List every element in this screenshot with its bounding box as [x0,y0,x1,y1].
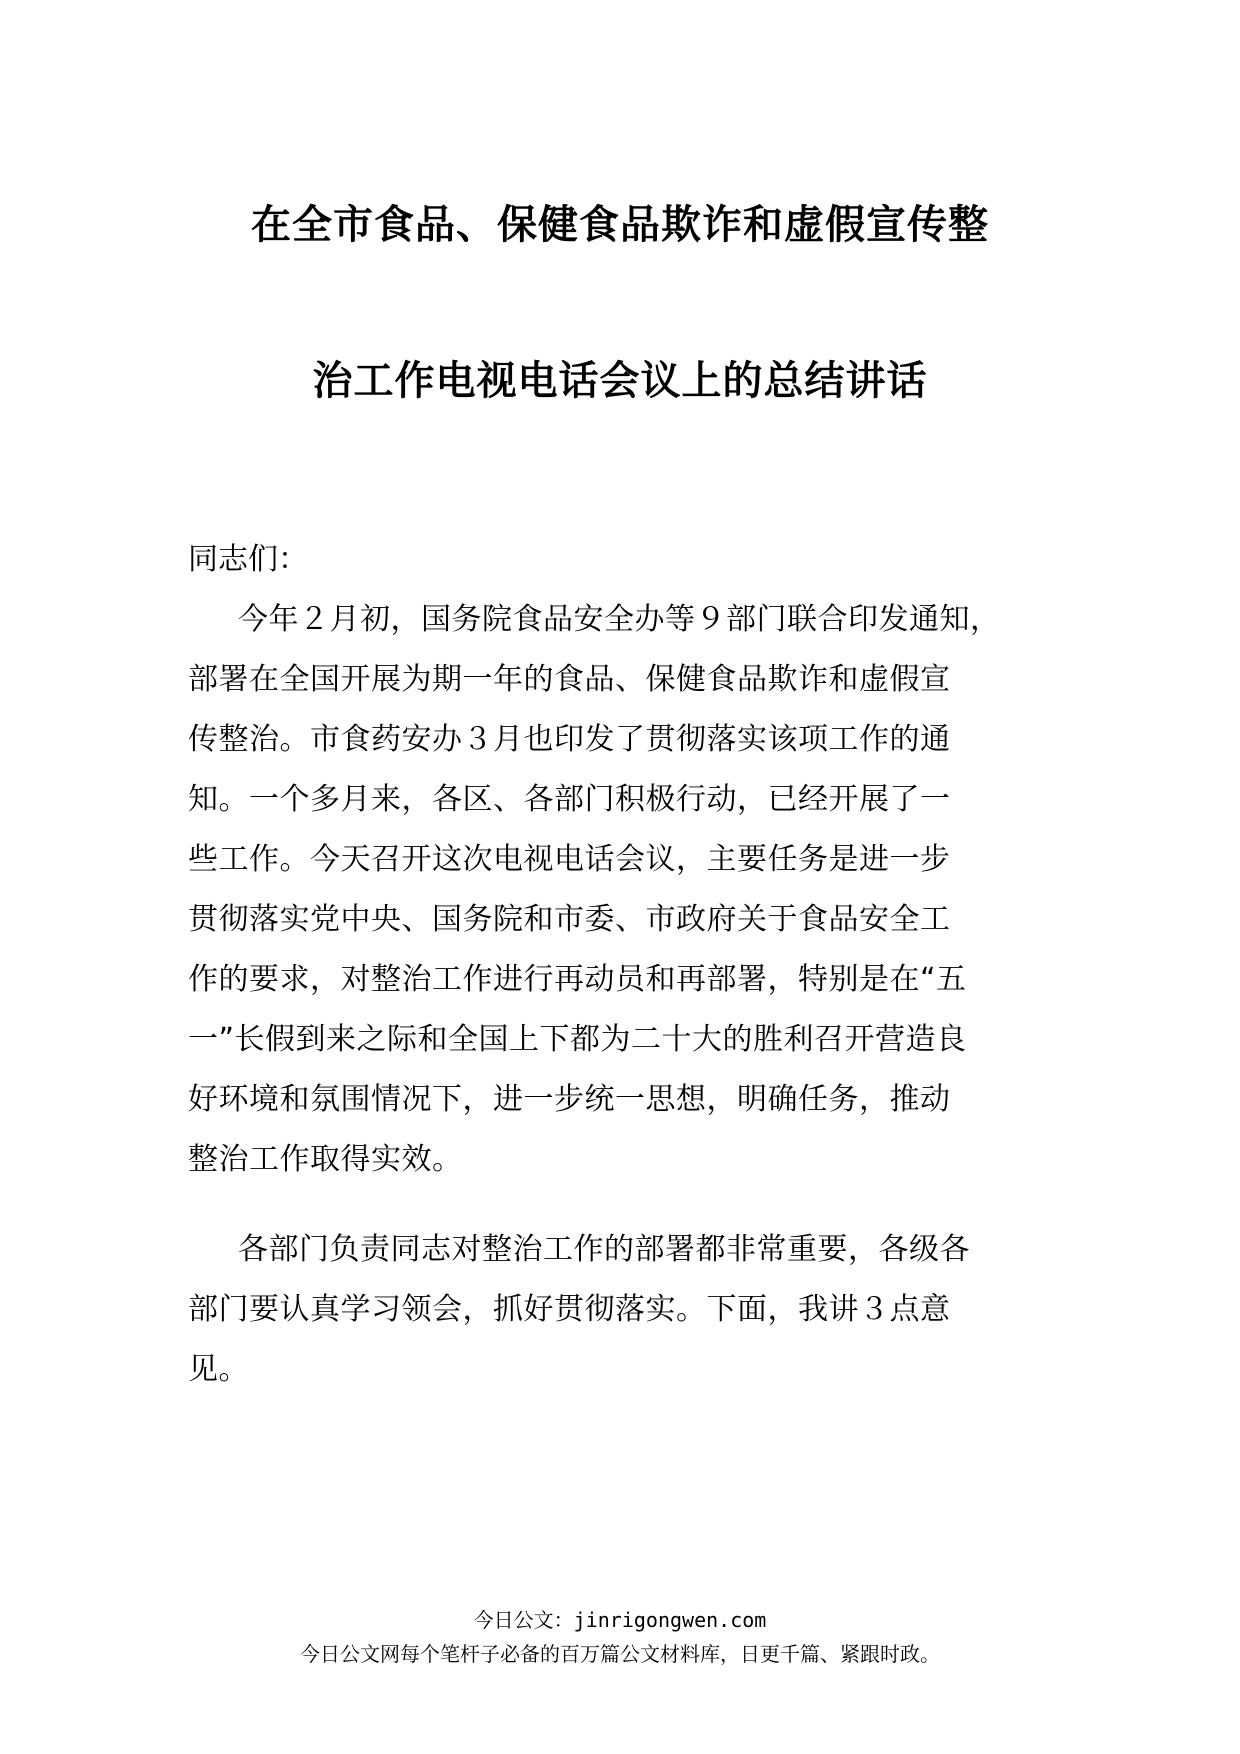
paragraph-1-line: 作的要求，对整治工作进行再动员和再部署，特别是在“五 [188,962,967,997]
paragraph-2-line: 见。 [188,1352,249,1387]
paragraph-1-line: 些工作。今天召开这次电视电话会议，主要任务是进一步 [188,842,951,877]
paragraph-1-line: 好环境和氛围情况下，进一步统一思想，明确任务，推动 [188,1082,951,1117]
paragraph-1-line: 整治工作取得实效。 [188,1142,463,1177]
footer-site-label: 今日公文： [473,1608,574,1632]
document-title-line-2: 治工作电视电话会议上的总结讲话 [312,358,928,404]
document-title-line-1: 在全市食品、保健食品欺诈和虚假宣传整 [251,202,989,248]
footer-slogan: 今日公文网每个笔杆子必备的百万篇公文材料库，日更千篇、紧跟时政。 [300,1642,940,1666]
paragraph-1-line: 部署在全国开展为期一年的食品、保健食品欺诈和虚假宣 [188,662,951,697]
footer-site-url[interactable]: jinrigongwen.com [573,1608,767,1632]
paragraph-1-line: 知。一个多月来，各区、各部门积极行动，已经开展了一 [188,782,951,817]
paragraph-1-line: 贯彻落实党中央、国务院和市委、市政府关于食品安全工 [188,902,951,937]
footer-site-line [0,1606,1240,1634]
salutation: 同志们： [188,542,308,577]
paragraph-1-line: 传整治。市食药安办３月也印发了贯彻落实该项工作的通 [188,722,951,757]
paragraph-1-line: 一”长假到来之际和全国上下都为二十大的胜利召开营造良 [188,1022,967,1057]
paragraph-2-line: 各部门负责同志对整治工作的部署都非常重要，各级各 [238,1232,970,1267]
paragraph-1-line: 今年２月初，国务院食品安全办等９部门联合印发通知， [238,602,1001,637]
paragraph-2-line: 部门要认真学习领会，抓好贯彻落实。下面，我讲３点意 [188,1292,951,1327]
